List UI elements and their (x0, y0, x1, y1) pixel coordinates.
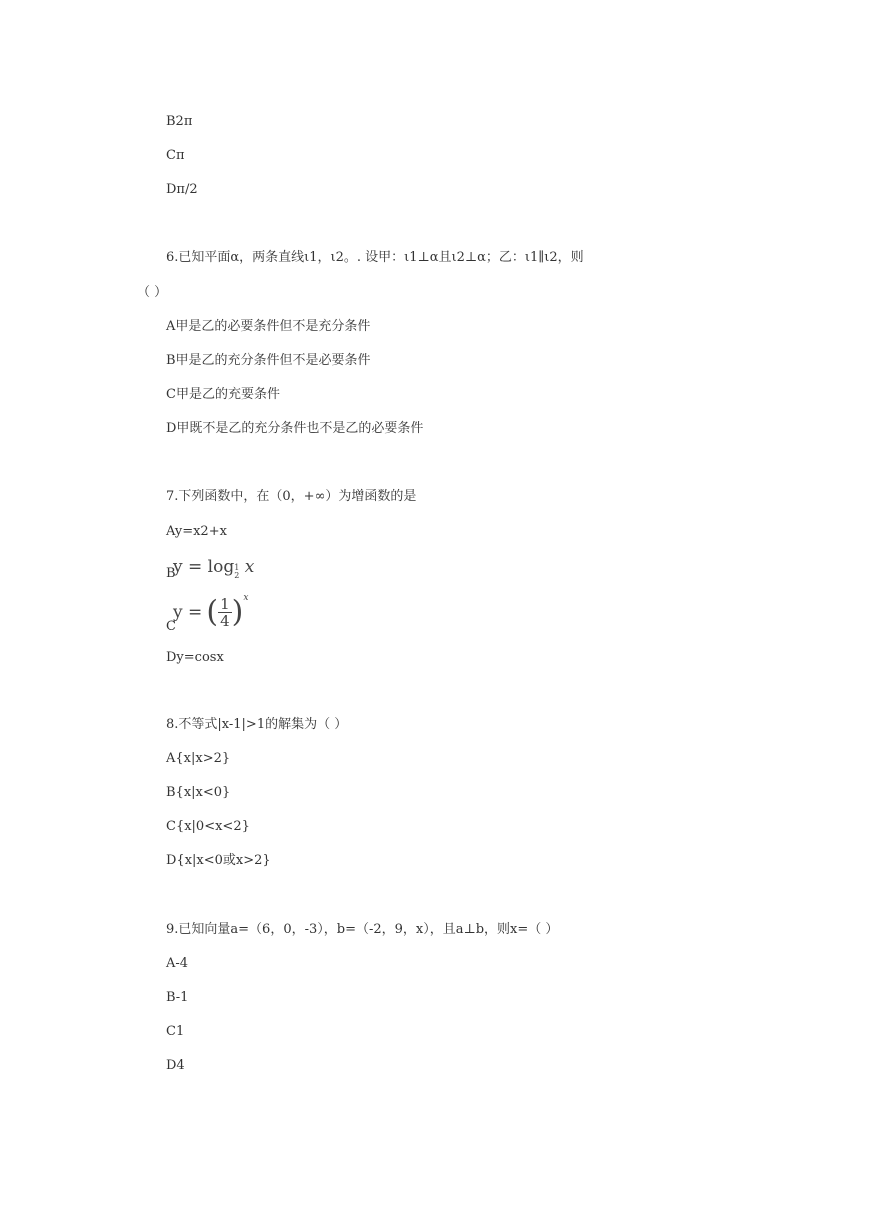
q6-option-b: B甲是乙的充分条件但不是必要条件 (166, 353, 371, 368)
q8-option-c: C{x|0<x<2} (166, 819, 250, 834)
q7-b-lhs: y = log (173, 557, 235, 577)
q6-stem: 6.已知平面α，两条直线ι1，ι2。. 设甲：ι1⊥α且ι2⊥α；乙：ι1∥ι2，则 (166, 250, 584, 265)
q9-option-c: C1 (166, 1024, 185, 1039)
q5-option-c: Cπ (166, 148, 185, 163)
q7-c-exp: x (243, 593, 249, 603)
q8-option-b: B{x|x<0} (166, 785, 231, 800)
q9-stem: 9.已知向量a=（6，0，-3），b=（-2，9，x），且a⊥b，则x=（ ） (166, 922, 559, 937)
q7-option-c-formula (173, 593, 248, 633)
q6-option-a: A甲是乙的必要条件但不是充分条件 (166, 319, 371, 334)
q7-option-d: Dy=cosx (166, 650, 224, 665)
q7-b-base (234, 564, 239, 580)
q7-b-var: x (244, 557, 255, 577)
q6-stem-continuation: （ ） (137, 285, 168, 300)
q5-option-d: Dπ/2 (166, 182, 198, 197)
q7-stem: 7.下列函数中，在（0，+∞）为增函数的是 (166, 489, 417, 504)
q9-option-a: A-4 (166, 956, 189, 971)
q7-c-num: 1 (220, 595, 230, 613)
q9-option-d: D4 (166, 1058, 185, 1073)
q7-option-b-formula (173, 557, 254, 580)
q7-b-base-den: 2 (234, 571, 240, 580)
q7-option-a: Ay=x2+x (166, 524, 227, 539)
q6-option-c: C甲是乙的充要条件 (166, 387, 280, 402)
q7-option-b-label: B (166, 566, 176, 581)
q8-option-a: A{x|x>2} (166, 751, 231, 766)
q7-option-c-label: C (166, 619, 176, 634)
q7-c-den: 4 (220, 612, 230, 630)
q7-c-left-paren: ( (206, 594, 219, 630)
q5-option-b: B2π (166, 114, 193, 129)
q8-stem: 8.不等式|x-1|>1的解集为（ ） (166, 717, 348, 732)
q7-c-right-paren: ) (231, 594, 244, 630)
q7-c-lhs: y = (173, 602, 203, 623)
q7-c-fraction (218, 596, 232, 629)
q9-option-b: B-1 (166, 990, 189, 1005)
q6-option-d: D甲既不是乙的充分条件也不是乙的必要条件 (166, 421, 424, 436)
q7-b-base-num: 1 (234, 563, 240, 572)
q8-option-d: D{x|x<0或x>2} (166, 853, 271, 868)
